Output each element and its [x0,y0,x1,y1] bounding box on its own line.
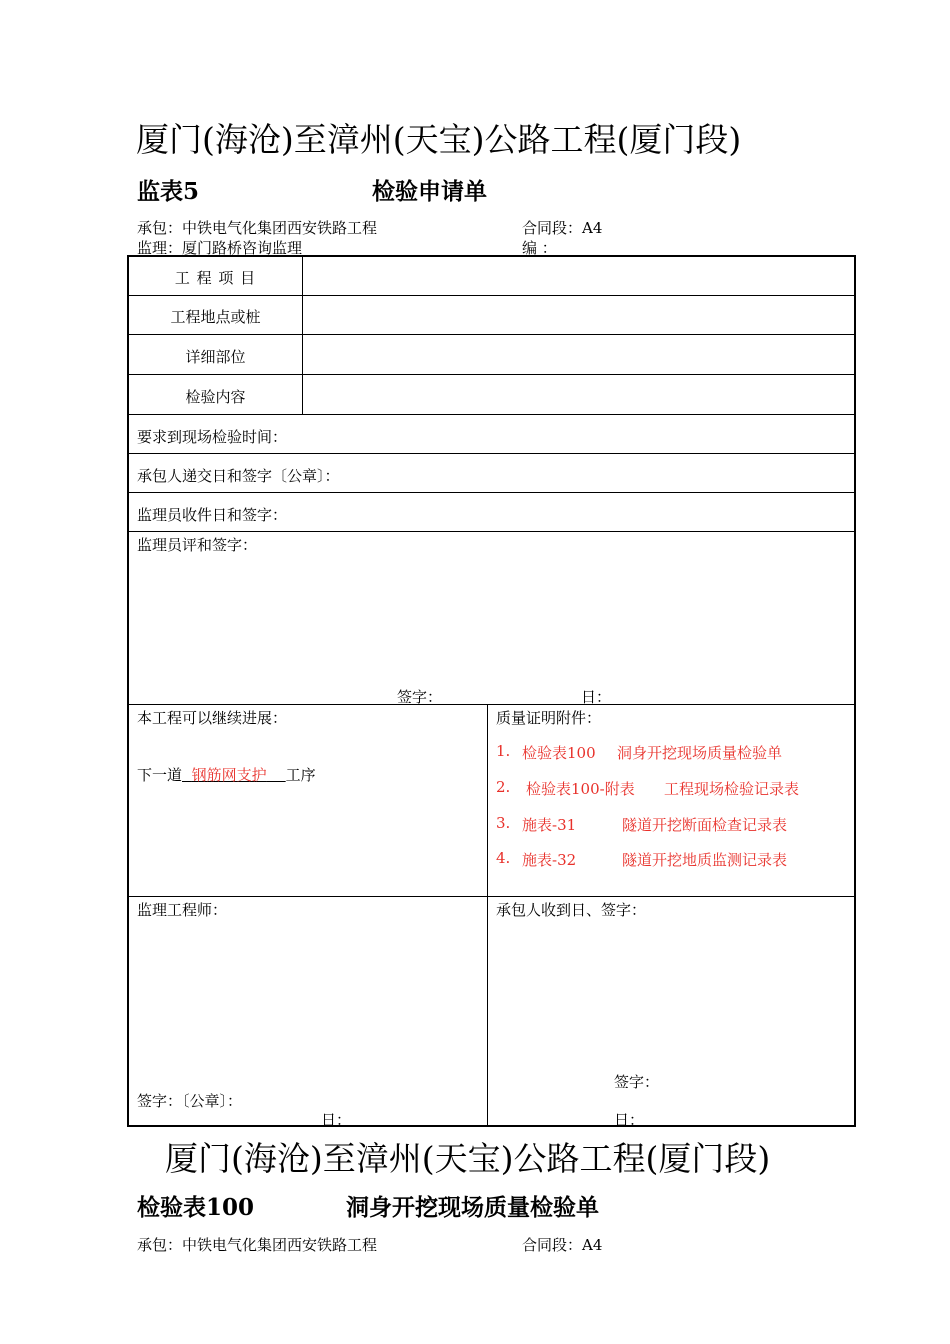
label-contractor-received: 承包人收到日、签字： [496,901,647,919]
sign-seal-label: 签字：〔公章〕： [137,1092,243,1110]
day-label-right: 日： [614,1111,645,1129]
next-step-prefix: 下一道 [137,766,183,784]
day-label: 日： [581,688,612,706]
label-detail-part: 详细部位 [185,348,246,366]
contract-section-label: 合同段：A4 [522,219,603,237]
attachment-item: 1. 检验表100 洞身开挖现场质量检验单 [496,742,783,762]
next-step-suffix: 工序 [285,766,316,784]
next-step-value: 钢筋网支护 [191,766,267,784]
form-number-2: 检验表100 [137,1194,255,1221]
contractor-label-2: 承包：中铁电气化集团西安铁路工程 [137,1236,378,1254]
label-engineer: 监理工程师： [137,901,228,919]
form-name-2: 洞身开挖现场质量检验单 [346,1194,599,1221]
label-contractor-sign: 承包人递交日和签字〔公章〕： [137,467,340,485]
contract-section-label-2: 合同段：A4 [522,1236,603,1254]
document-title-2: 厦门(海沧)至漳州(天宝)公路工程(厦门段) [165,1139,771,1178]
label-attachments: 质量证明附件： [496,709,602,727]
form-number: 监表5 [137,178,200,205]
label-continue: 本工程可以继续进展： [137,709,288,727]
attachment-item: 3. 施表-31 隧道开挖断面检查记录表 [496,814,788,834]
document-title: 厦门(海沧)至漳州(天宝)公路工程(厦门段) [136,120,742,159]
label-project: 工 程 项 目 [174,269,257,287]
supervisor-label: 监理：厦门路桥咨询监理 [137,239,303,257]
number-label: 编 ： [522,239,557,257]
contractor-label: 承包：中铁电气化集团西安铁路工程 [137,219,378,237]
form-name: 检验申请单 [372,178,487,205]
label-request-time: 要求到现场检验时间： [137,428,288,446]
label-location: 工程地点或桩 [170,308,261,326]
label-inspect-content: 检验内容 [185,388,246,406]
day-label-left: 日： [321,1111,352,1129]
attachment-item: 2. 检验表100-附表 工程现场检验记录表 [496,778,800,798]
label-supervisor-comment: 监理员评和签字： [137,536,258,554]
sign-label-right: 签字： [614,1073,660,1091]
attachment-item: 4. 施表-32 隧道开挖地质监测记录表 [496,849,788,869]
sign-label: 签字： [397,688,443,706]
label-supervisor-receive: 监理员收件日和签字： [137,506,288,524]
next-step-line [137,764,316,785]
